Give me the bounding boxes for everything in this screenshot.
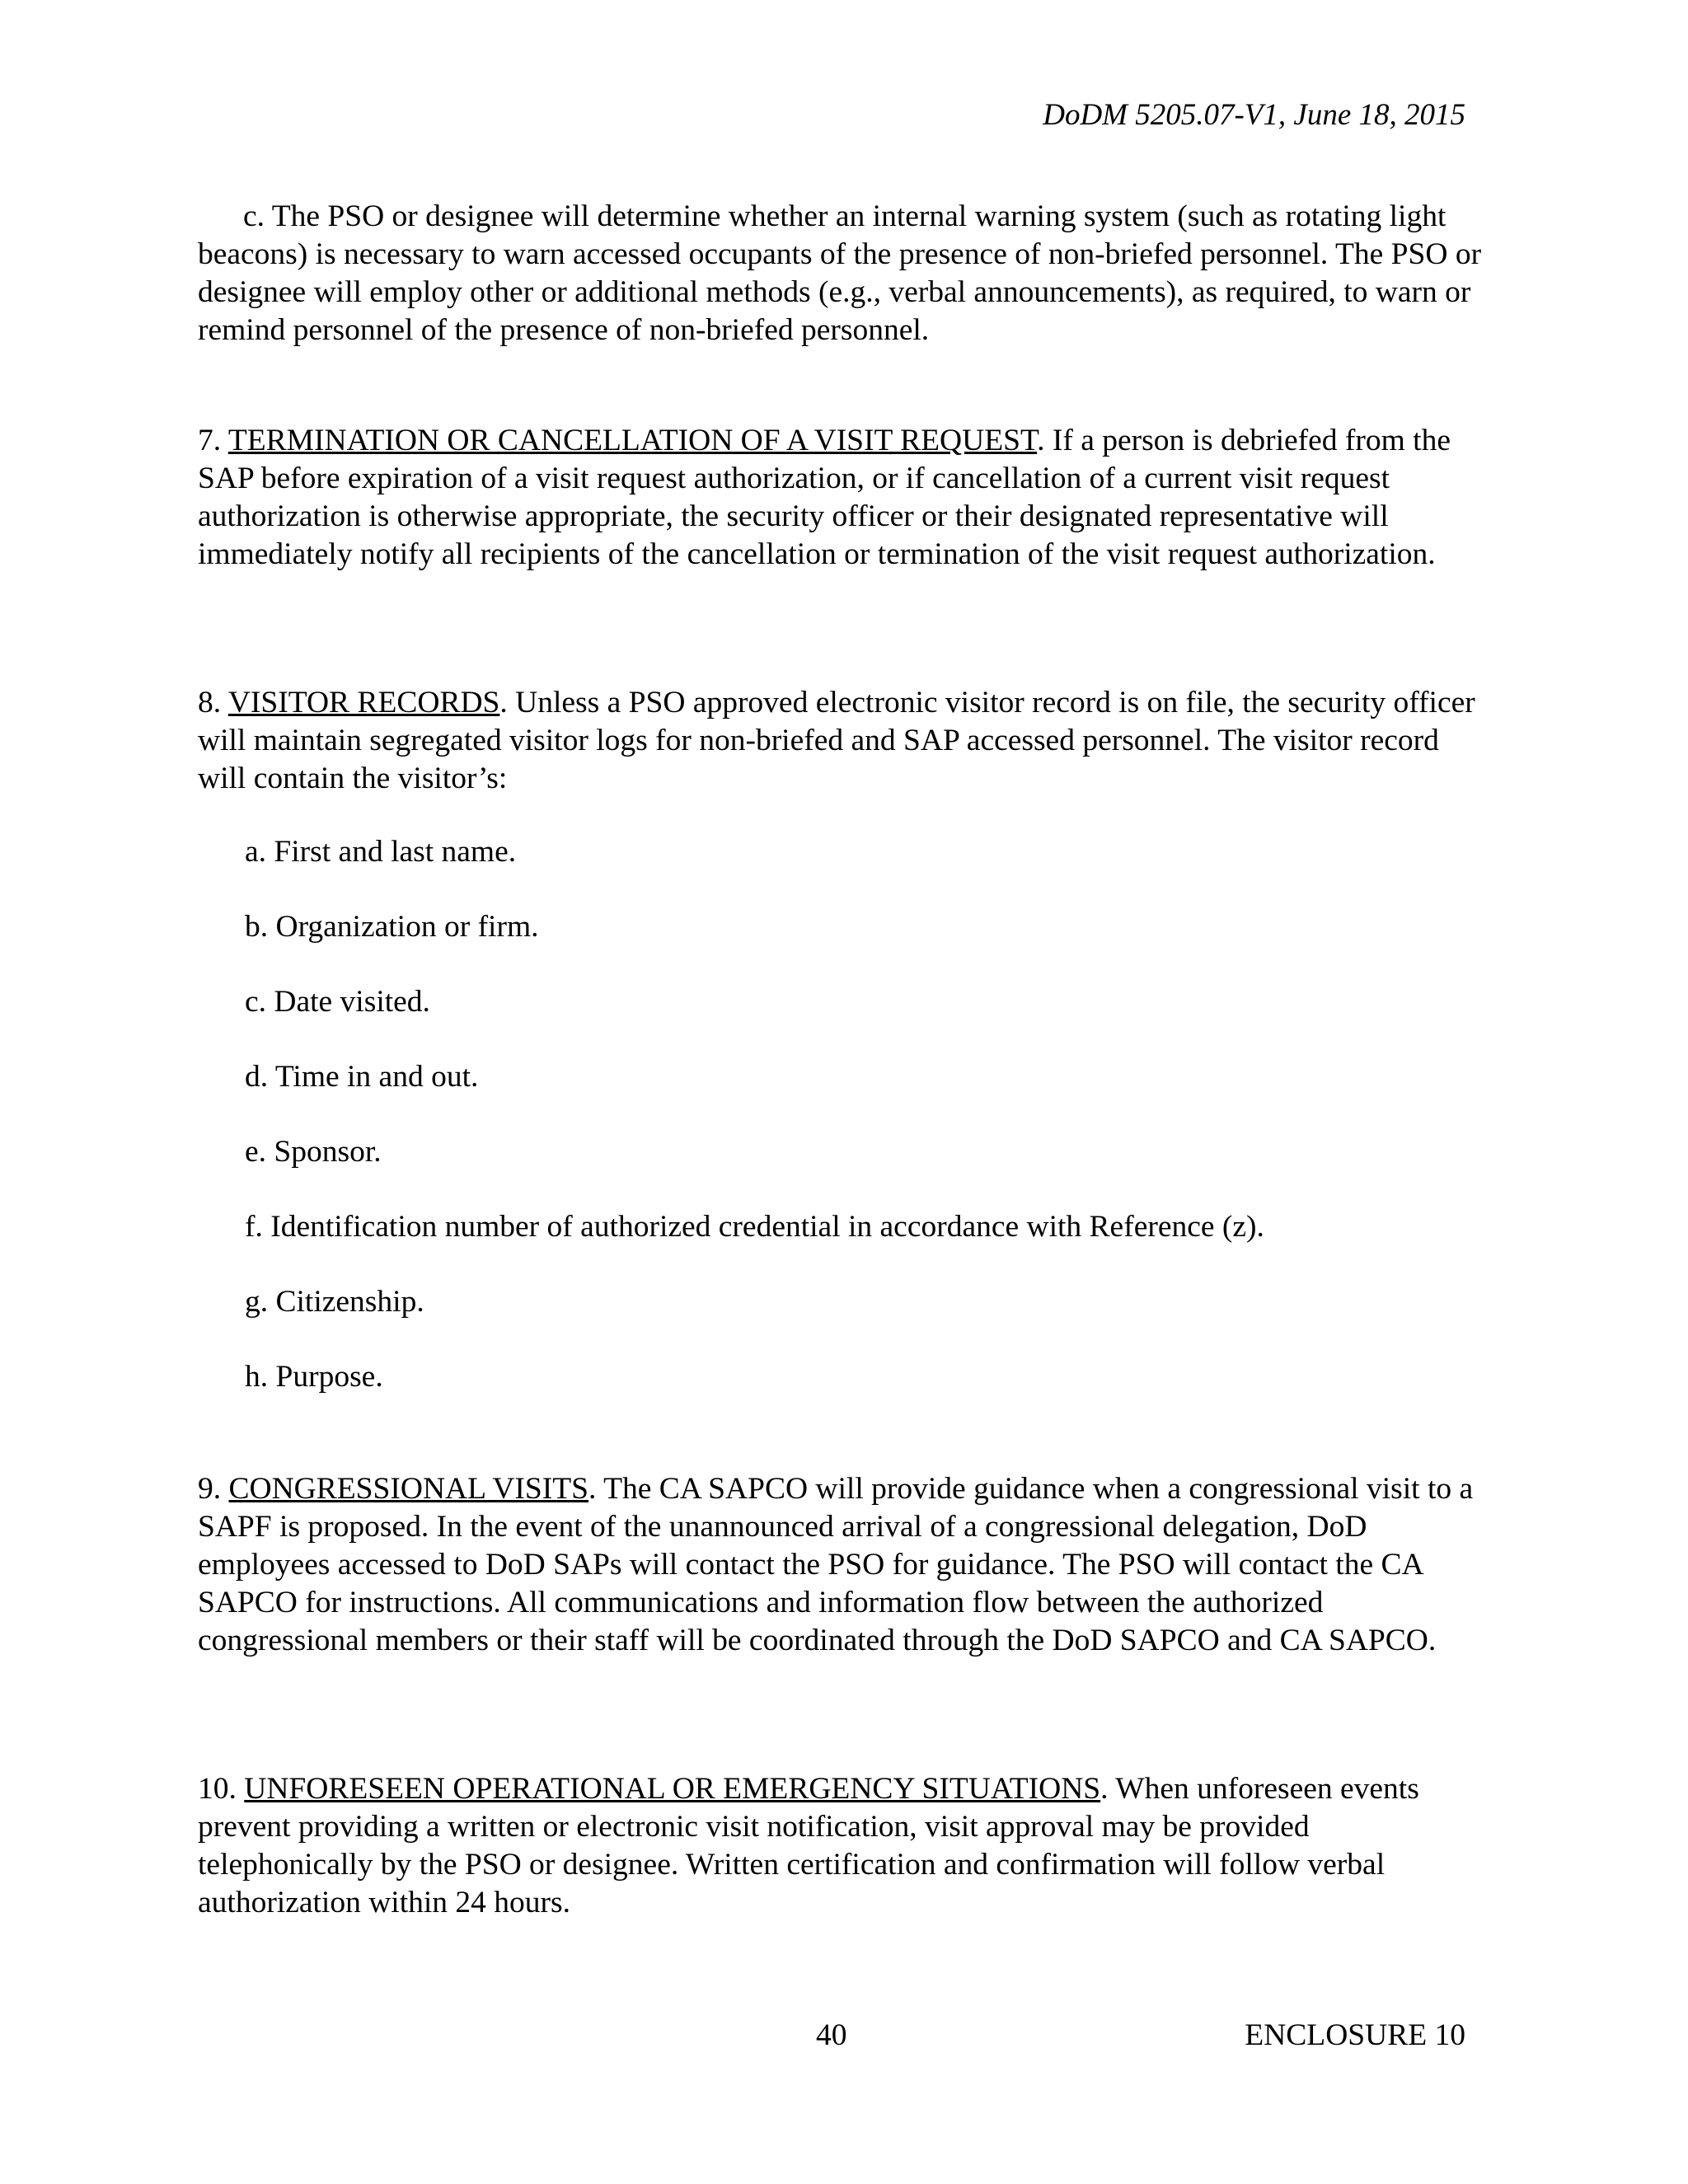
list-item: b. Organization or firm. bbox=[245, 910, 539, 944]
list-item: f. Identification number of authorized credential in accordance with Reference (z). bbox=[245, 1210, 1264, 1244]
section-7 bbox=[198, 422, 1488, 574]
section-7-title: TERMINATION OR CANCELLATION OF A VISIT REQUEST bbox=[227, 424, 1038, 457]
list-item: e. Sponsor. bbox=[245, 1135, 382, 1169]
section-9-title: CONGRESSIONAL VISITS bbox=[228, 1472, 589, 1506]
section-8 bbox=[198, 684, 1488, 798]
list-item: g. Citizenship. bbox=[245, 1285, 424, 1319]
section-9 bbox=[198, 1470, 1488, 1660]
list-item: c. Date visited. bbox=[245, 985, 430, 1019]
section-8-title: VISITOR RECORDS bbox=[227, 686, 500, 719]
enclosure-label: ENCLOSURE 10 bbox=[1245, 2018, 1465, 2052]
section-8-body: . Unless a PSO approved electronic visitor record is on file, the security officer will maintain segregated visitor logs for non-briefed and SAP accessed personnel. The visitor record will contain the visitor’s: bbox=[198, 686, 1475, 795]
list-item: d. Time in and out. bbox=[245, 1060, 479, 1094]
section-9-body: . The CA SAPCO will provide guidance when a congressional visit to a SAPF is proposed. In the event of the unannounced arrival of a congressional delegation, DoD employees accessed to DoD SAPs will contact the PSO for guidance. The PSO will contact the CA SAPCO for instructions. All communications and information flow between the authorized congressional members or their staff will be coordinated through the DoD SAPCO and CA SAPCO. bbox=[198, 1472, 1474, 1657]
section-7-number: 7. bbox=[198, 424, 228, 457]
section-10 bbox=[198, 1770, 1488, 1922]
list-item: a. First and last name. bbox=[245, 835, 517, 869]
section-9-number: 9. bbox=[198, 1472, 229, 1506]
section-7-body: . If a person is debriefed from the SAP before expiration of a visit request authorization, or if cancellation of a current visit request authorization is otherwise appropriate, the security officer or their designated representative will immediately notify all recipients of the cancellation or termination of the visit request authorization. bbox=[198, 424, 1451, 571]
paragraph-c: c. The PSO or designee will determine whether an internal warning system (such as rotating light beacons) is necessary to warn accessed occupants of the presence of non-briefed personnel. The PSO or designee will employ other or additional methods (e.g., verbal announcements), as required, to warn or remind personnel of the presence of non-briefed personnel. bbox=[198, 199, 1482, 347]
section-10-title: UNFORESEEN OPERATIONAL OR EMERGENCY SITUATIONS bbox=[244, 1772, 1101, 1806]
section-10-number: 10. bbox=[198, 1772, 245, 1806]
document-header: DoDM 5205.07-V1, June 18, 2015 bbox=[1043, 98, 1465, 132]
list-item: h. Purpose. bbox=[245, 1360, 383, 1394]
section-8-number: 8. bbox=[198, 686, 228, 719]
section-10-body: . When unforeseen events prevent providing a written or electronic visit notification, visit approval may be provided telephonically by the PSO or designee. Written certification and confirmation will follow verbal authorization within 24 hours. bbox=[198, 1772, 1419, 1919]
page-number: 40 bbox=[816, 2018, 847, 2052]
